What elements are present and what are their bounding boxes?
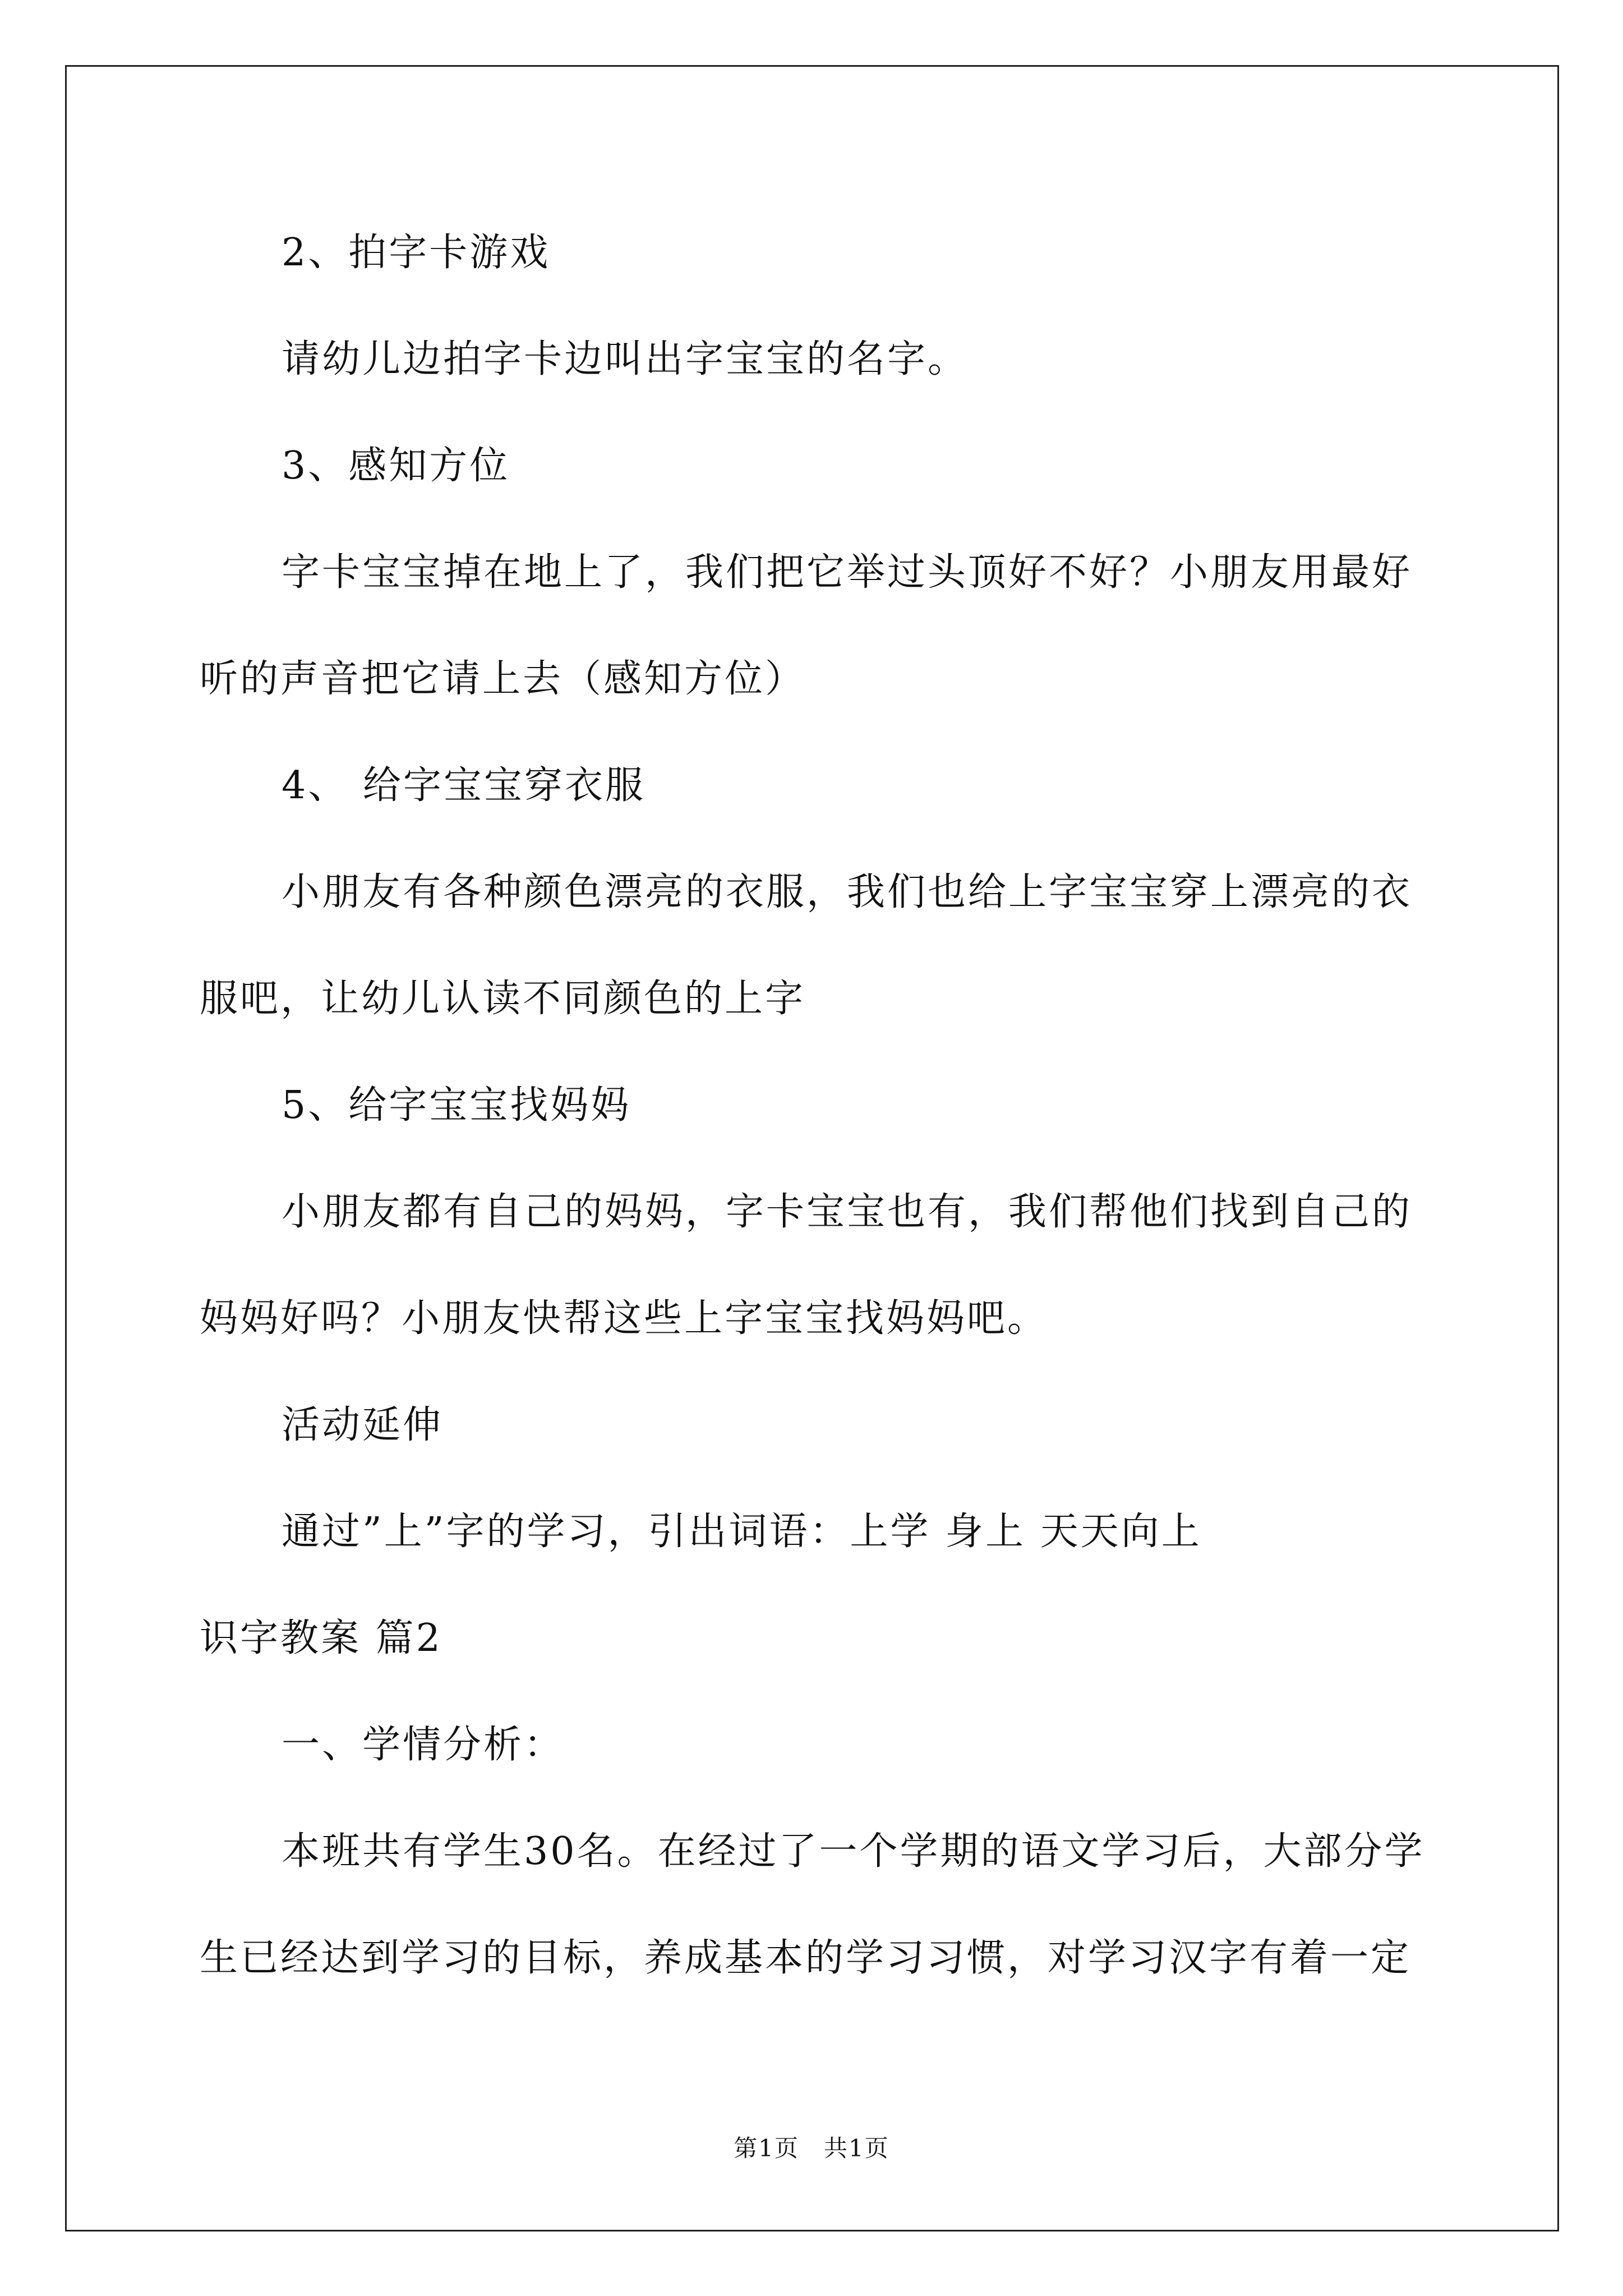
step-5-heading: 5、给字宝宝找妈妈 <box>282 1083 631 1128</box>
activity-extension-text: 通过”上”字的学习，引出词语：上学 身上 天天向上 <box>282 1510 1202 1554</box>
step-4-text-line-2: 服吧，让幼儿认读不同颜色的上字 <box>200 977 806 1021</box>
learning-analysis-line-2: 生已经达到学习的目标，养成基本的学习习惯，对学习汉字有着一定 <box>200 1936 1412 1980</box>
step-3-text-line-1: 字卡宝宝掉在地上了，我们把它举过头顶好不好？小朋友用最好 <box>282 550 1413 595</box>
page-border <box>65 65 1559 2231</box>
step-3-heading: 3、感知方位 <box>282 444 510 488</box>
step-5-text-line-2: 妈妈好吗？小朋友快帮这些上字宝宝找妈妈吧。 <box>200 1296 1048 1341</box>
activity-extension-heading: 活动延伸 <box>282 1403 444 1447</box>
step-3-text-line-2: 听的声音把它请上去（感知方位） <box>200 657 806 701</box>
step-2-text: 请幼儿边拍字卡边叫出字宝宝的名字。 <box>282 337 969 381</box>
step-5-text-line-1: 小朋友都有自己的妈妈，字卡宝宝也有，我们帮他们找到自己的 <box>282 1190 1413 1234</box>
step-4-heading: 4、 给字宝宝穿衣服 <box>282 763 645 808</box>
learning-analysis-heading: 一、学情分析： <box>282 1723 565 1767</box>
page-footer: 第1页 共1页 <box>734 2134 889 2162</box>
learning-analysis-line-1: 本班共有学生30名。在经过了一个学期的语文学习后，大部分学 <box>282 1829 1425 1874</box>
step-4-text-line-1: 小朋友有各种颜色漂亮的衣服，我们也给上字宝宝穿上漂亮的衣 <box>282 870 1413 914</box>
lesson-plan-2-title: 识字教案 篇2 <box>200 1616 442 1660</box>
step-2-heading: 2、拍字卡游戏 <box>282 231 551 275</box>
